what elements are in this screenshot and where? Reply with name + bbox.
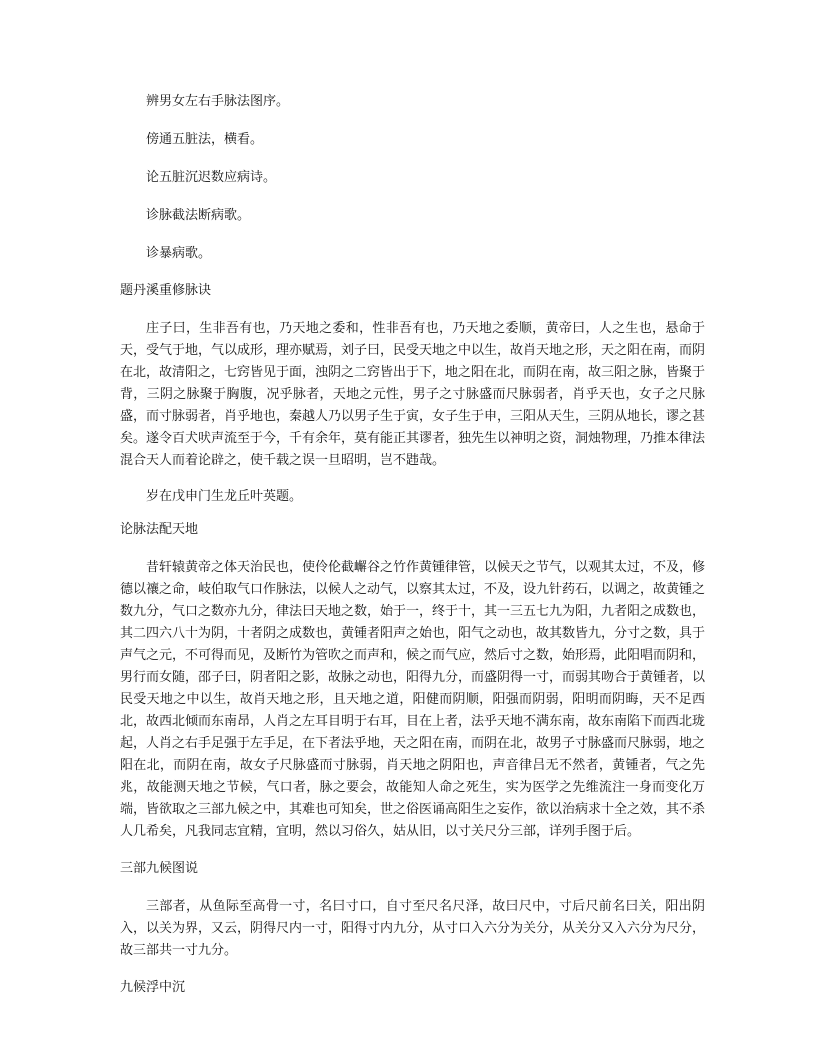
toc-item: 傍通五脏法，横看。 <box>146 132 264 147</box>
section-heading: 论脉法配天地 <box>120 522 199 537</box>
signature-line: 岁在戊申门生龙丘叶英题。 <box>146 489 303 504</box>
section-heading: 九候浮中沉 <box>120 980 186 995</box>
toc-item: 诊脉截法断病歌。 <box>146 208 251 223</box>
toc-item: 论五脏沉迟数应病诗。 <box>146 170 277 185</box>
document-page <box>120 92 705 1015</box>
section-heading: 三部九候图说 <box>120 861 199 876</box>
section-heading: 题丹溪重修脉诀 <box>120 283 212 298</box>
body-paragraph: 三部者，从鱼际至高骨一寸，名曰寸口，自寸至尺名尺泽，故曰尺中，寸后尺前名曰关，阳出阴入，以关为界，又云，阴得尺内一寸，阳得寸内九分，从寸口入六分为关分，从关分又入六分为尺分，故三部共一寸九分。 <box>120 899 706 958</box>
toc-item: 诊暴病歌。 <box>146 246 212 261</box>
body-paragraph: 庄子曰，生非吾有也，乃天地之委和，性非吾有也，乃天地之委顺，黄帝曰，人之生也，悬命于天，受气于地，气以成形，理亦赋焉，刘子曰，民受天地之中以生，故肖天地之形，天之阳在南，而阴在北，故清阳之，七窍皆见于面，浊阴之二窍皆出于下，地之阳在北，而阴在南，故三阳之脉，皆聚于背，三阴之脉聚于胸腹，况乎脉者，天地之元性，男子之寸脉盛而尺脉弱者，肖乎天也，女子之尺脉盛，而寸脉弱者，肖乎地也，秦越人乃以男子生于寅，女子生于申，三阳从天生，三阴从地长，谬之甚矣。遂令百犬吠声流至于今，千有余年，莫有能正其谬者，独先生以神明之资，洞烛物理，乃推本律法混合天人而着论辟之，使千载之误一旦昭明，岂不韪哉。 <box>120 321 706 468</box>
toc-item: 辨男女左右手脉法图序。 <box>146 94 290 109</box>
body-paragraph: 昔轩辕黄帝之体天治民也，使伶伦截嶰谷之竹作黄锺律管，以候天之节气，以观其太过，不及，修德以禳之命，岐伯取气口作脉法，以候人之动气，以察其太过，不及，设九针药石，以调之，故黄锺之数九分，气口之数亦九分，律法曰天地之数，始于一，终于十，其一三五七九为阳，九者阳之成数也，其二四六八十为阴，十者阴之成数也，黄锺者阳声之始也，阳气之动也，故其数皆九，分寸之数，具于声气之元，不可得而见，及断竹为管吹之而声和，候之而气应，然后寸之数，始形焉，此阳唱而阴和，男行而女随，邵子曰，阴者阳之影，故脉之动也，阳得九分，而盛阴得一寸，而弱其吻合于黄锺者，以民受天地之中以生，故肖天地之形，且天地之道，阳健而阴顺，阳强而阴弱，阳明而阴晦，天不足西北，故西北倾而东南昂，人肖之左耳目明于右耳，目在上者，法乎天地不满东南，故东南陷下而西北珑起，人肖之右手足强于左手足，在下者法乎地，天之阳在南，而阴在北，故男子寸脉盛而尺脉弱，地之阳在北，而阴在南，故女子尺脉盛而寸脉弱，肖天地之阴阳也，声音律吕无不然者，黄锺者，气之先兆，故能测天地之节候，气口者，脉之要会，故能知人命之死生，实为医学之先维流注一身而变化万端，皆欲取之三部九候之中，其难也可知矣，世之俗医诵高阳生之妄作，欲以治病求十全之效，其不杀人几希矣，凡我同志宜精，宜明，然以习俗久，姑从旧，以寸关尺分三部，详列手图于后。 <box>120 560 706 839</box>
